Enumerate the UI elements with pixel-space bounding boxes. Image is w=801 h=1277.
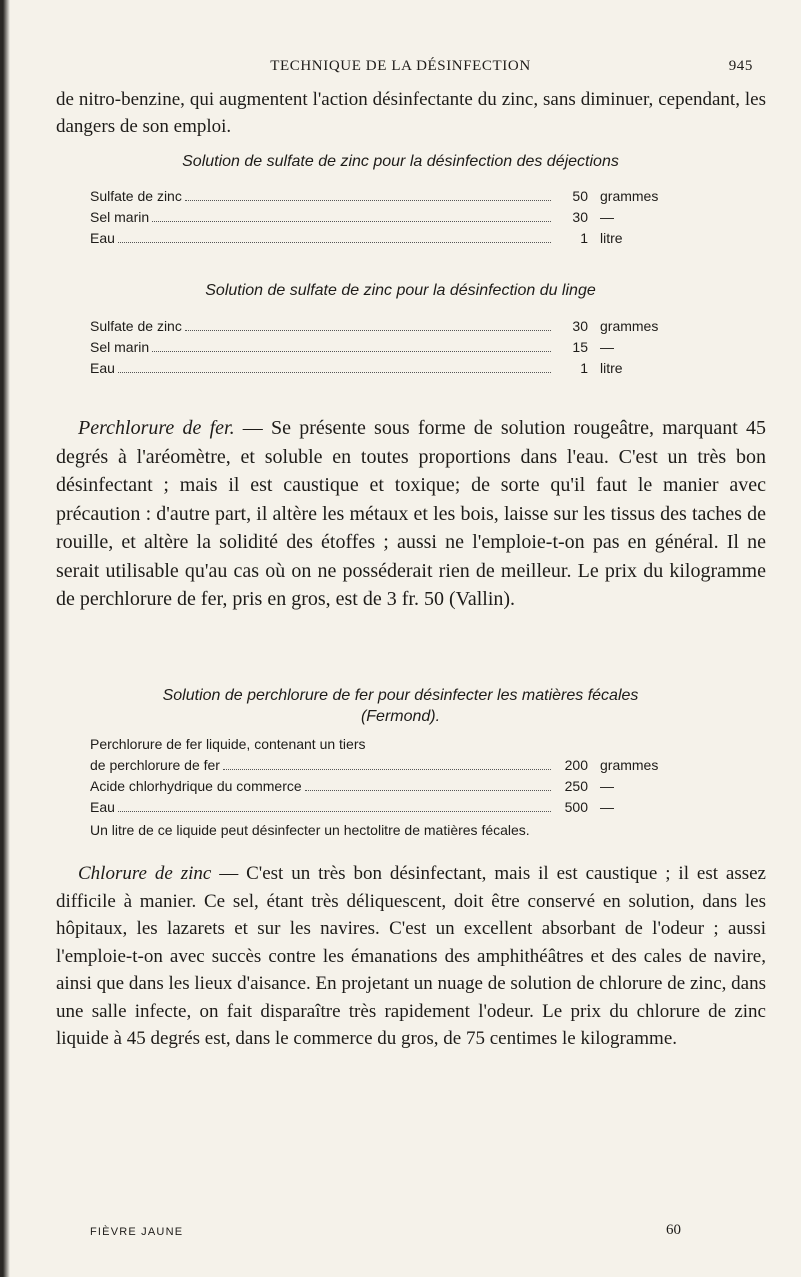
ingredient-label: Eau — [90, 799, 115, 815]
ingredient-unit: grammes — [600, 757, 659, 773]
recipe1-table — [90, 186, 710, 249]
chlorure-paragraph — [56, 860, 766, 1053]
ingredient-qty: 1 — [580, 360, 588, 376]
ingredient-unit: — — [600, 209, 614, 225]
recipe1-title: Solution de sulfate de zinc pour la désinfection des déjections — [182, 153, 619, 170]
leader-dots — [185, 330, 551, 331]
ingredient-label: Sulfate de zinc — [90, 318, 182, 334]
ingredient-qty: 1 — [580, 230, 588, 246]
perchlorure-paragraph — [56, 414, 766, 614]
ingredient-label: Sel marin — [90, 209, 150, 225]
ingredient-label: Sel marin — [90, 339, 150, 355]
recipe2-table — [90, 316, 710, 379]
ingredient-label: Sulfate de zinc — [90, 188, 182, 204]
ingredient-unit: litre — [600, 230, 623, 246]
ingredient-unit: — — [600, 339, 614, 355]
recipe3-row — [90, 797, 710, 818]
recipe1-row — [90, 228, 710, 249]
recipe3-author: (Fermond). — [360, 708, 441, 725]
recipe2-title: Solution de sulfate de zinc pour la désinfection du linge — [205, 282, 596, 299]
ingredient-label: de perchlorure de fer — [90, 757, 220, 773]
recipe3-row — [90, 776, 710, 797]
recipe3-table — [90, 734, 710, 818]
ingredient-label: Eau — [90, 230, 115, 246]
recipe3-row — [90, 755, 710, 776]
recipe3-row — [90, 734, 710, 755]
ingredient-qty: 500 — [564, 799, 588, 815]
perchlorure-heading: Perchlorure de fer. — [78, 417, 235, 439]
leader-dots — [118, 811, 551, 812]
ingredient-unit: grammes — [600, 318, 659, 334]
ingredient-unit: litre — [600, 360, 623, 376]
ingredient-qty: 30 — [572, 209, 588, 225]
recipe2-row — [90, 316, 710, 337]
running-head — [0, 58, 801, 75]
ingredient-qty: 200 — [564, 757, 588, 773]
ingredient-label-line: Perchlorure de fer liquide, contenant un tiers — [90, 736, 366, 752]
running-title: TECHNIQUE DE LA DÉSINFECTION — [270, 58, 531, 74]
ingredient-qty: 250 — [564, 778, 588, 794]
ingredient-unit: — — [600, 799, 614, 815]
ingredient-label: Eau — [90, 360, 115, 376]
intro-paragraph: de nitro-benzine, qui augmentent l'action désinfectante du zinc, sans diminuer, cependant, les dangers de son emploi. — [56, 89, 766, 137]
page-number: 945 — [728, 58, 753, 74]
ingredient-qty: 50 — [572, 188, 588, 204]
leader-dots — [118, 372, 551, 373]
signature-mark: FIÈVRE JAUNE — [90, 1226, 184, 1238]
leader-dots — [185, 200, 551, 201]
ingredient-label: Acide chlorhydrique du commerce — [90, 778, 302, 794]
recipe1-row — [90, 207, 710, 228]
ingredient-unit: grammes — [600, 188, 659, 204]
recipe3-title: Solution de perchlorure de fer pour désinfecter les matières fécales — [162, 687, 639, 704]
leader-dots — [152, 221, 551, 222]
perchlorure-text: — Se présente sous forme de solution rougeâtre, marquant 45 degrés à l'aréomètre, et soluble en toutes proportions dans l'eau. C'est un très bon désinfectant ; mais il est caustique et toxique; de sorte qu'il faut le manier avec précaution : d'autre part, il altère les métaux et les bois, laisse sur les tissus des taches de rouille, et altère la solidité des étoffes ; aussi ne l'emploie-t-on pas en général. Il ne serait utilisable qu'au cas où on ne posséderait rien de meilleur. Le prix du kilogramme de perchlorure de fer, pris en gros, est de 3 fr. 50 (Vallin). — [56, 417, 766, 610]
chlorure-heading: Chlorure de zinc — [78, 863, 212, 884]
recipe2-row — [90, 337, 710, 358]
ingredient-unit: — — [600, 778, 614, 794]
chlorure-text: — C'est un très bon désinfectant, mais il est caustique ; il est assez difficile à manier. Ce sel, étant très déliquescent, doit être conservé en solution, dans les hôpitaux, les lazarets et sur les navires. C'est un excellent absorbant de l'odeur ; aussi l'emploie-t-on avec succès contre les émanations des amphithéâtres et des cales de navire, ainsi que dans les lieux d'aisance. En projetant un nuage de solution de chlorure de zinc, dans une salle infecte, on fait disparaître très rapidement l'odeur. Le prix du chlorure de zinc liquide à 45 degrés est, dans le commerce du gros, de 75 centimes le kilogramme. — [56, 863, 766, 1049]
recipe3-note: Un litre de ce liquide peut désinfecter un hectolitre de matières fécales. — [90, 822, 530, 838]
binding-edge — [0, 0, 10, 1277]
leader-dots — [223, 769, 551, 770]
signature-number: 60 — [666, 1222, 681, 1238]
ingredient-qty: 30 — [572, 318, 588, 334]
recipe1-row — [90, 186, 710, 207]
ingredient-qty: 15 — [572, 339, 588, 355]
leader-dots — [152, 351, 551, 352]
recipe2-row — [90, 358, 710, 379]
leader-dots — [118, 242, 551, 243]
leader-dots — [305, 790, 551, 791]
